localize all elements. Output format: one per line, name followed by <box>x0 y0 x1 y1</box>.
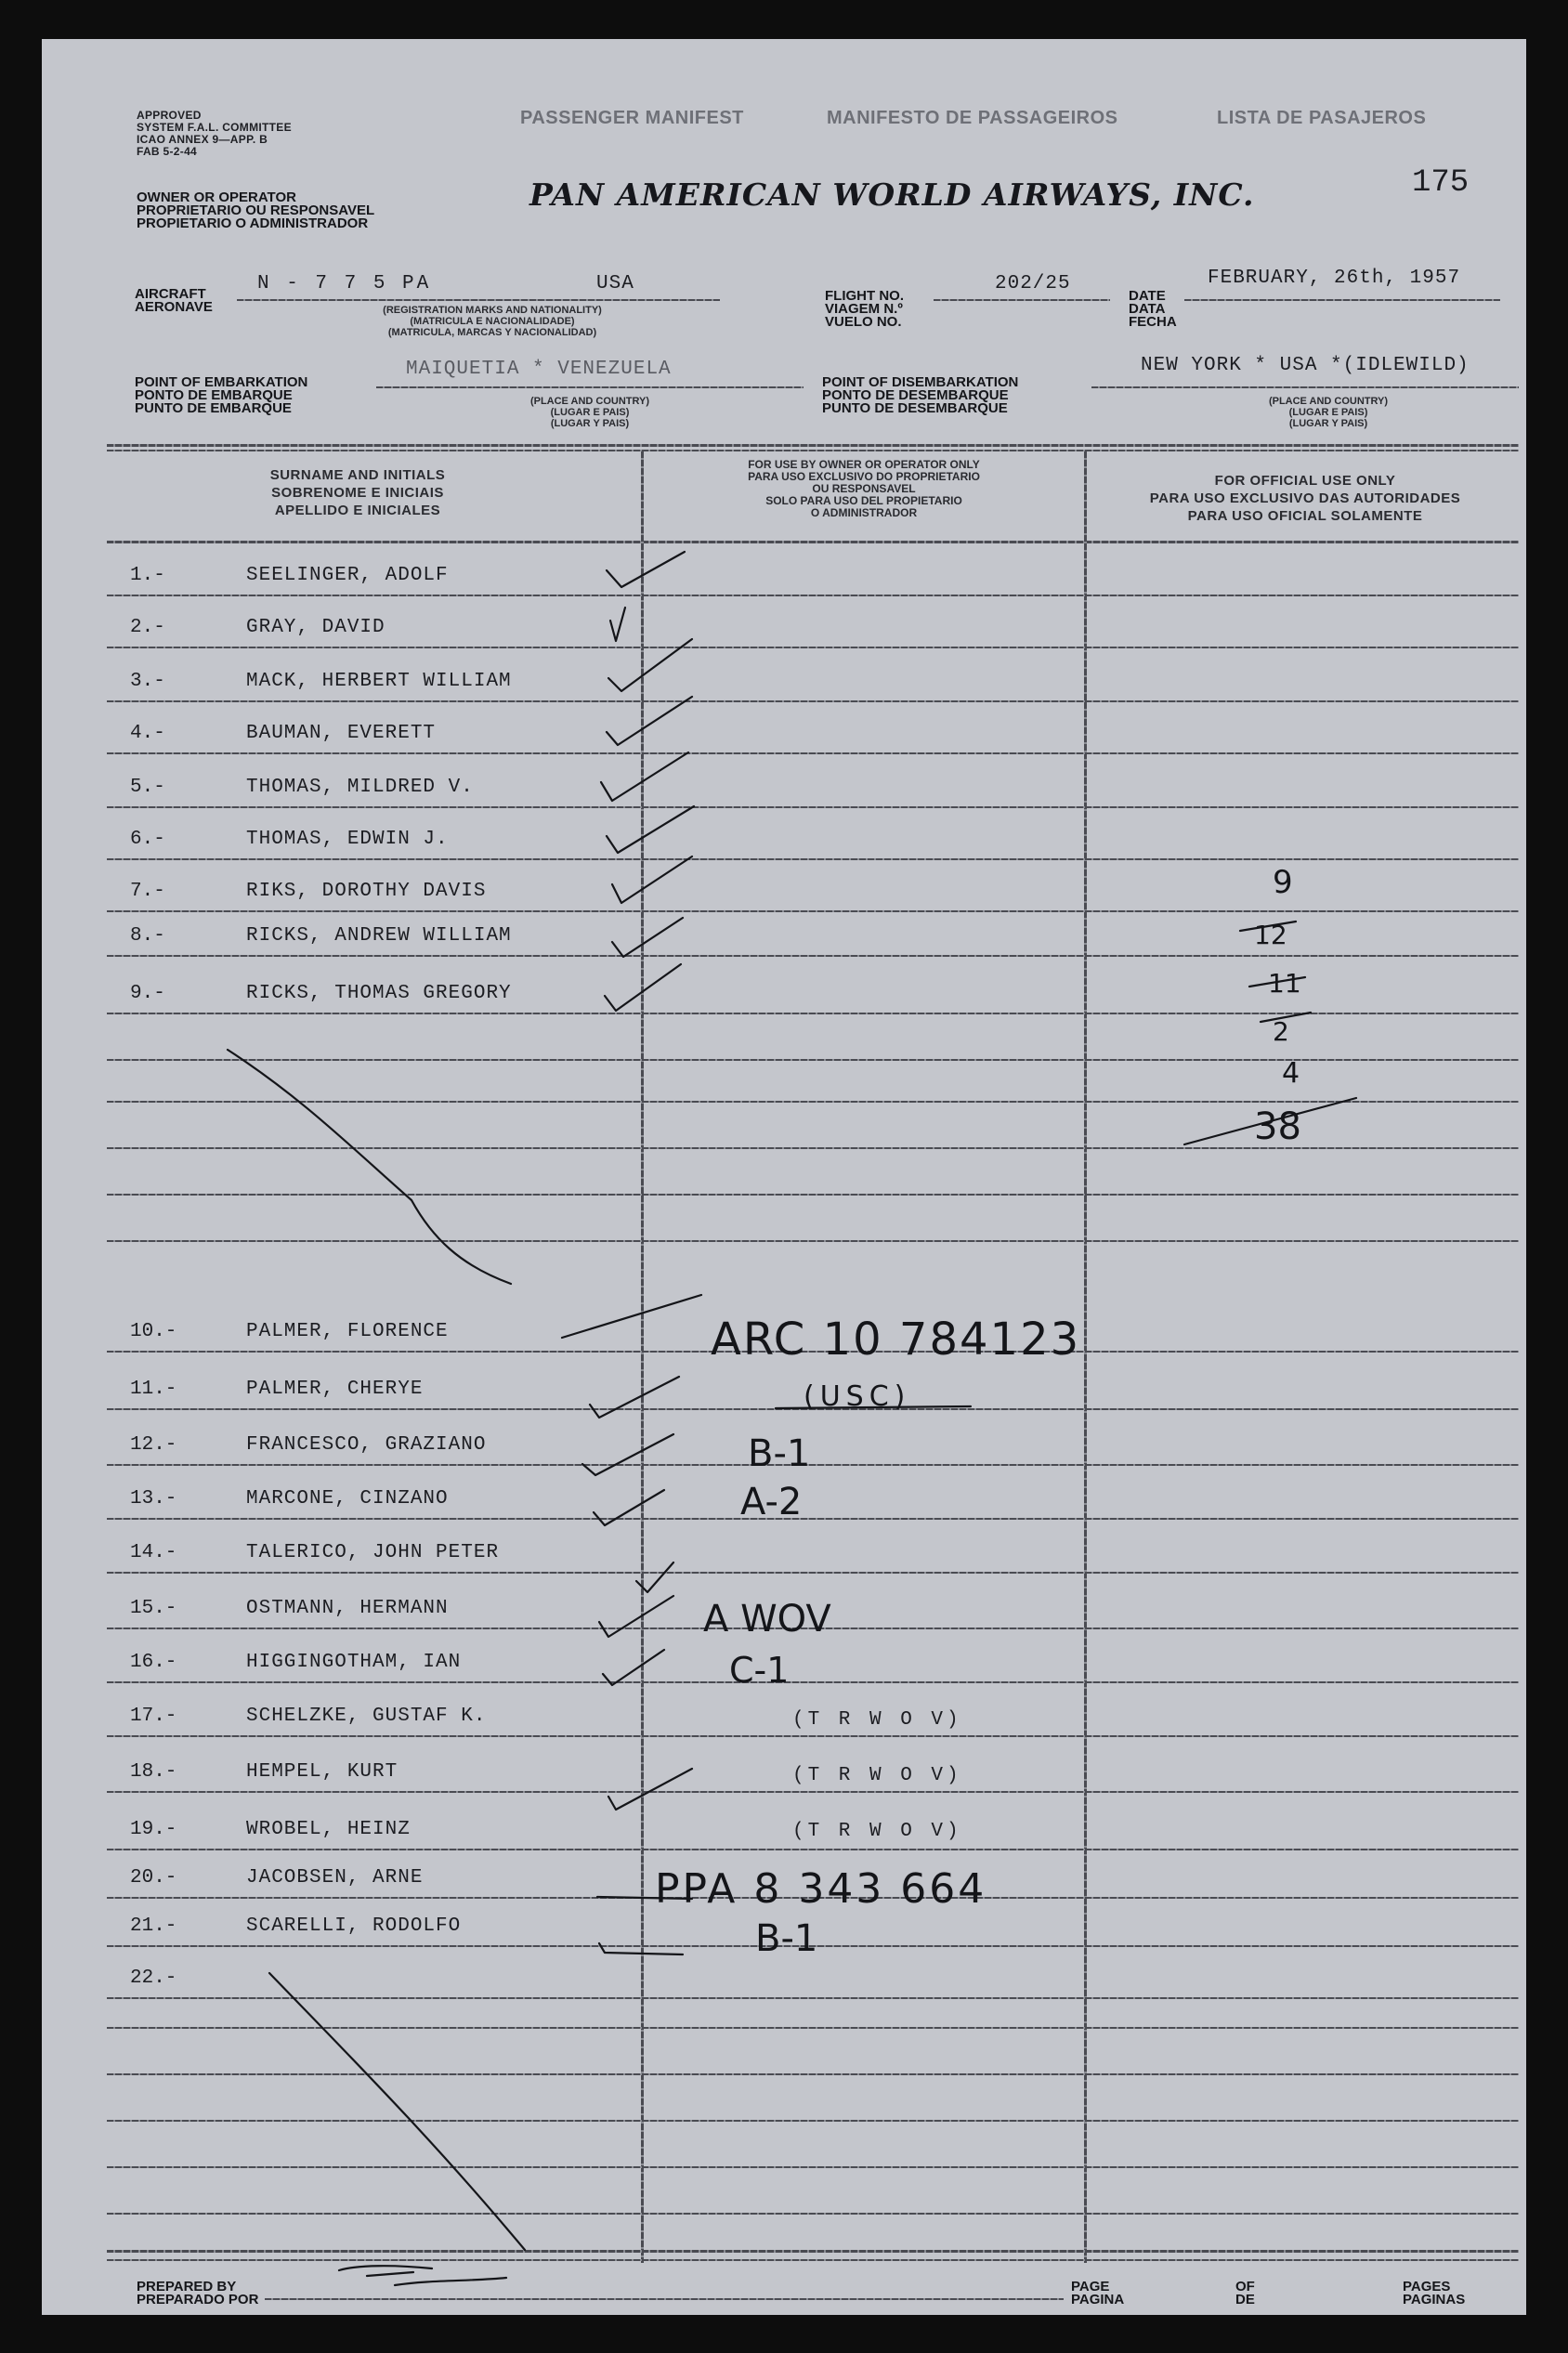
check-mark <box>612 856 692 903</box>
prepared-label-line: PREPARED BY <box>137 2279 237 2294</box>
check-mark <box>562 1295 701 1338</box>
void-strike-upper <box>228 1050 511 1284</box>
flight-number: 202/25 <box>995 273 1071 294</box>
column-header-line: APELLIDO E INICIALES <box>274 503 441 518</box>
passenger-name: FRANCESCO, GRAZIANO <box>246 1434 487 1456</box>
disembarkation-label-line: PUNTO DE DESEMBARQUE <box>822 400 1008 416</box>
passenger-name: TALERICO, JOHN PETER <box>246 1542 500 1563</box>
check-mark <box>612 918 683 957</box>
place-caption-line: (LUGAR Y PAIS) <box>550 418 630 429</box>
embarkation-label-line: PUNTO DE EMBARQUE <box>135 400 292 416</box>
place-caption-line: (LUGAR Y PAIS) <box>1288 418 1368 429</box>
passenger-name: THOMAS, EDWIN J. <box>246 829 449 850</box>
official-note: 4 <box>1282 1057 1300 1090</box>
passenger-number: 11.- <box>130 1379 177 1400</box>
owner-note: B-1 <box>755 1917 818 1960</box>
approval-line: APPROVED <box>137 109 202 122</box>
check-marks <box>562 552 701 1954</box>
passenger-name: SCHELZKE, GUSTAF K. <box>246 1706 487 1727</box>
passenger-name: MACK, HERBERT WILLIAM <box>246 671 512 692</box>
passenger-number: 2.- <box>130 617 165 638</box>
owner-note: (T R W O V) <box>792 1765 962 1786</box>
column-header-line: SURNAME AND INITIALS <box>269 467 446 483</box>
of-label-line: OF <box>1235 2279 1255 2294</box>
approval-line: FAB 5-2-44 <box>137 145 198 158</box>
passenger-number: 10.- <box>130 1321 177 1342</box>
passenger-name: SCARELLI, RODOLFO <box>246 1915 462 1937</box>
pages-label-line: PAGES <box>1403 2279 1451 2294</box>
airline-name: PAN AMERICAN WORLD AIRWAYS, INC. <box>529 176 1255 213</box>
passenger-name: RICKS, ANDREW WILLIAM <box>246 925 512 947</box>
check-mark <box>608 1769 692 1810</box>
passenger-number: 19.- <box>130 1819 177 1840</box>
title-portuguese: MANIFESTO DE PASSAGEIROS <box>827 108 1118 128</box>
passenger-name: HIGGINGOTHAM, IAN <box>246 1652 462 1673</box>
check-mark <box>582 1434 673 1475</box>
check-mark <box>601 752 688 801</box>
owner-note: B-1 <box>748 1432 811 1475</box>
column-header-line: OU RESPONSAVEL <box>812 482 916 495</box>
passenger-name: BAUMAN, EVERETT <box>246 723 437 744</box>
page-number: 175 <box>1412 165 1470 201</box>
prepared-by-signature <box>339 2266 506 2285</box>
registration-caption-line: (REGISTRATION MARKS AND NATIONALITY) <box>383 305 602 316</box>
passenger-name: PALMER, FLORENCE <box>246 1321 449 1342</box>
official-note: 9 <box>1273 864 1293 901</box>
passenger-name: GRAY, DAVID <box>246 617 385 638</box>
check-mark <box>599 1596 673 1637</box>
owner-note: (T R W O V) <box>792 1709 962 1731</box>
passenger-number: 6.- <box>130 829 165 850</box>
page-label-line: PAGE <box>1071 2279 1110 2294</box>
check-mark <box>610 608 625 641</box>
passenger-name: MARCONE, CINZANO <box>246 1488 449 1510</box>
passenger-name: RIKS, DOROTHY DAVIS <box>246 881 487 902</box>
passenger-name: OSTMANN, HERMANN <box>246 1598 449 1619</box>
flight-date: FEBRUARY, 26th, 1957 <box>1208 268 1461 289</box>
disembarkation-label-line: PONTO DE DESEMBARQUE <box>822 387 1009 403</box>
owner-note: C-1 <box>729 1650 790 1691</box>
place-caption-line: (PLACE AND COUNTRY) <box>529 396 650 407</box>
title-spanish: LISTA DE PASAJEROS <box>1217 108 1427 128</box>
passenger-number: 3.- <box>130 671 165 692</box>
prepared-label-line: PREPARADO POR <box>137 2292 259 2307</box>
date-label-line: DATA <box>1129 301 1166 317</box>
aircraft-label-line: AIRCRAFT <box>135 286 206 302</box>
void-strike-lower <box>269 1973 525 2250</box>
flight-label-line: VIAGEM N.º <box>825 301 903 317</box>
check-mark <box>607 552 685 587</box>
column-header-line: SOLO PARA USO DEL PROPIETARIO <box>765 494 962 507</box>
date-label-line: DATE <box>1129 288 1166 304</box>
place-caption-line: (LUGAR E PAIS) <box>1288 407 1368 418</box>
disembarkation-label-line: POINT OF DISEMBARKATION <box>822 374 1019 390</box>
owner-note: A-2 <box>740 1481 803 1523</box>
passenger-number: 22.- <box>130 1967 177 1989</box>
check-mark <box>605 964 681 1011</box>
passenger-name: WROBEL, HEINZ <box>246 1819 411 1840</box>
check-mark <box>607 697 692 745</box>
check-mark <box>607 806 694 853</box>
passenger-name: PALMER, CHERYE <box>246 1379 424 1400</box>
owner-label-line: PROPIETARIO O ADMINISTRADOR <box>137 216 369 231</box>
passenger-number: 16.- <box>130 1652 177 1673</box>
disembarkation-place: NEW YORK * USA *(IDLEWILD) <box>1141 355 1470 376</box>
column-header-line: PARA USO EXCLUSIVO DO PROPRIETARIO <box>748 470 980 483</box>
column-header-line: SOBRENOME E INICIAIS <box>271 485 444 501</box>
flight-label-line: VUELO NO. <box>825 314 902 330</box>
registration-caption-line: (MATRICULA E NACIONALIDADE) <box>410 316 575 327</box>
column-header-line: O ADMINISTRADOR <box>810 506 918 519</box>
passenger-number: 17.- <box>130 1706 177 1727</box>
check-mark <box>590 1377 679 1418</box>
passenger-name: JACOBSEN, ARNE <box>246 1867 424 1889</box>
passenger-name: HEMPEL, KURT <box>246 1761 399 1783</box>
embarkation-place: MAIQUETIA * VENEZUELA <box>406 359 672 380</box>
official-note: 2 <box>1273 1016 1289 1047</box>
owner-note: (USC) <box>804 1380 911 1413</box>
pages-label-line: PAGINAS <box>1403 2292 1466 2307</box>
approval-line: SYSTEM F.A.L. COMMITTEE <box>137 121 292 134</box>
aircraft-registration: N - 7 7 5 PA <box>257 273 432 294</box>
passenger-number: 14.- <box>130 1542 177 1563</box>
passenger-number: 9.- <box>130 983 165 1004</box>
passenger-number: 20.- <box>130 1867 177 1889</box>
check-mark <box>608 639 692 691</box>
place-caption-line: (PLACE AND COUNTRY) <box>1268 396 1389 407</box>
passenger-number: 15.- <box>130 1598 177 1619</box>
handwritten-marks <box>42 39 1526 2315</box>
passenger-number: 7.- <box>130 881 165 902</box>
passenger-number: 12.- <box>130 1434 177 1456</box>
passenger-number: 4.- <box>130 723 165 744</box>
check-mark <box>636 1562 673 1592</box>
registration-caption-line: (MATRICULA, MARCAS Y NACIONALIDAD) <box>387 327 597 338</box>
aircraft-label-line: AERONAVE <box>135 299 213 315</box>
embarkation-label-line: PONTO DE EMBARQUE <box>135 387 293 403</box>
owner-label-line: PROPRIETARIO OU RESPONSAVEL <box>137 203 375 218</box>
of-label-line: DE <box>1235 2292 1255 2307</box>
check-mark <box>594 1490 664 1525</box>
owner-note: (T R W O V) <box>792 1821 962 1842</box>
owner-note: PPA 8 343 664 <box>655 1865 987 1913</box>
passenger-number: 21.- <box>130 1915 177 1937</box>
column-header-line: PARA USO OFICIAL SOLAMENTE <box>1187 508 1423 524</box>
owner-note: ARC 10 784123 <box>711 1314 1081 1366</box>
passenger-name: SEELINGER, ADOLF <box>246 565 449 586</box>
aircraft-nationality: USA <box>596 273 634 294</box>
place-caption-line: (LUGAR E PAIS) <box>550 407 630 418</box>
embarkation-label-line: POINT OF EMBARKATION <box>135 374 308 390</box>
manifest-sheet <box>42 39 1526 2315</box>
passenger-number: 1.- <box>130 565 165 586</box>
passenger-name: THOMAS, MILDRED V. <box>246 777 474 798</box>
title-english: PASSENGER MANIFEST <box>520 108 744 128</box>
official-note: 38 <box>1254 1105 1301 1148</box>
column-header-line: PARA USO EXCLUSIVO DAS AUTORIDADES <box>1149 490 1461 506</box>
passenger-number: 8.- <box>130 925 165 947</box>
passenger-number: 13.- <box>130 1488 177 1510</box>
flight-label-line: FLIGHT NO. <box>825 288 904 304</box>
check-mark <box>603 1650 664 1685</box>
passenger-name: RICKS, THOMAS GREGORY <box>246 983 512 1004</box>
owner-note: A WOV <box>703 1598 831 1641</box>
date-label-line: FECHA <box>1129 314 1177 330</box>
page-label-line: PAGINA <box>1071 2292 1125 2307</box>
column-header-line: FOR USE BY OWNER OR OPERATOR ONLY <box>748 458 980 471</box>
passenger-number: 5.- <box>130 777 165 798</box>
official-note: 12 <box>1254 920 1287 950</box>
check-mark <box>599 1943 683 1954</box>
passenger-number: 18.- <box>130 1761 177 1783</box>
column-header-line: FOR OFFICIAL USE ONLY <box>1214 473 1396 489</box>
official-note: 11 <box>1268 968 1301 999</box>
approval-line: ICAO ANNEX 9—APP. B <box>137 133 268 146</box>
owner-label-line: OWNER OR OPERATOR <box>137 190 296 205</box>
